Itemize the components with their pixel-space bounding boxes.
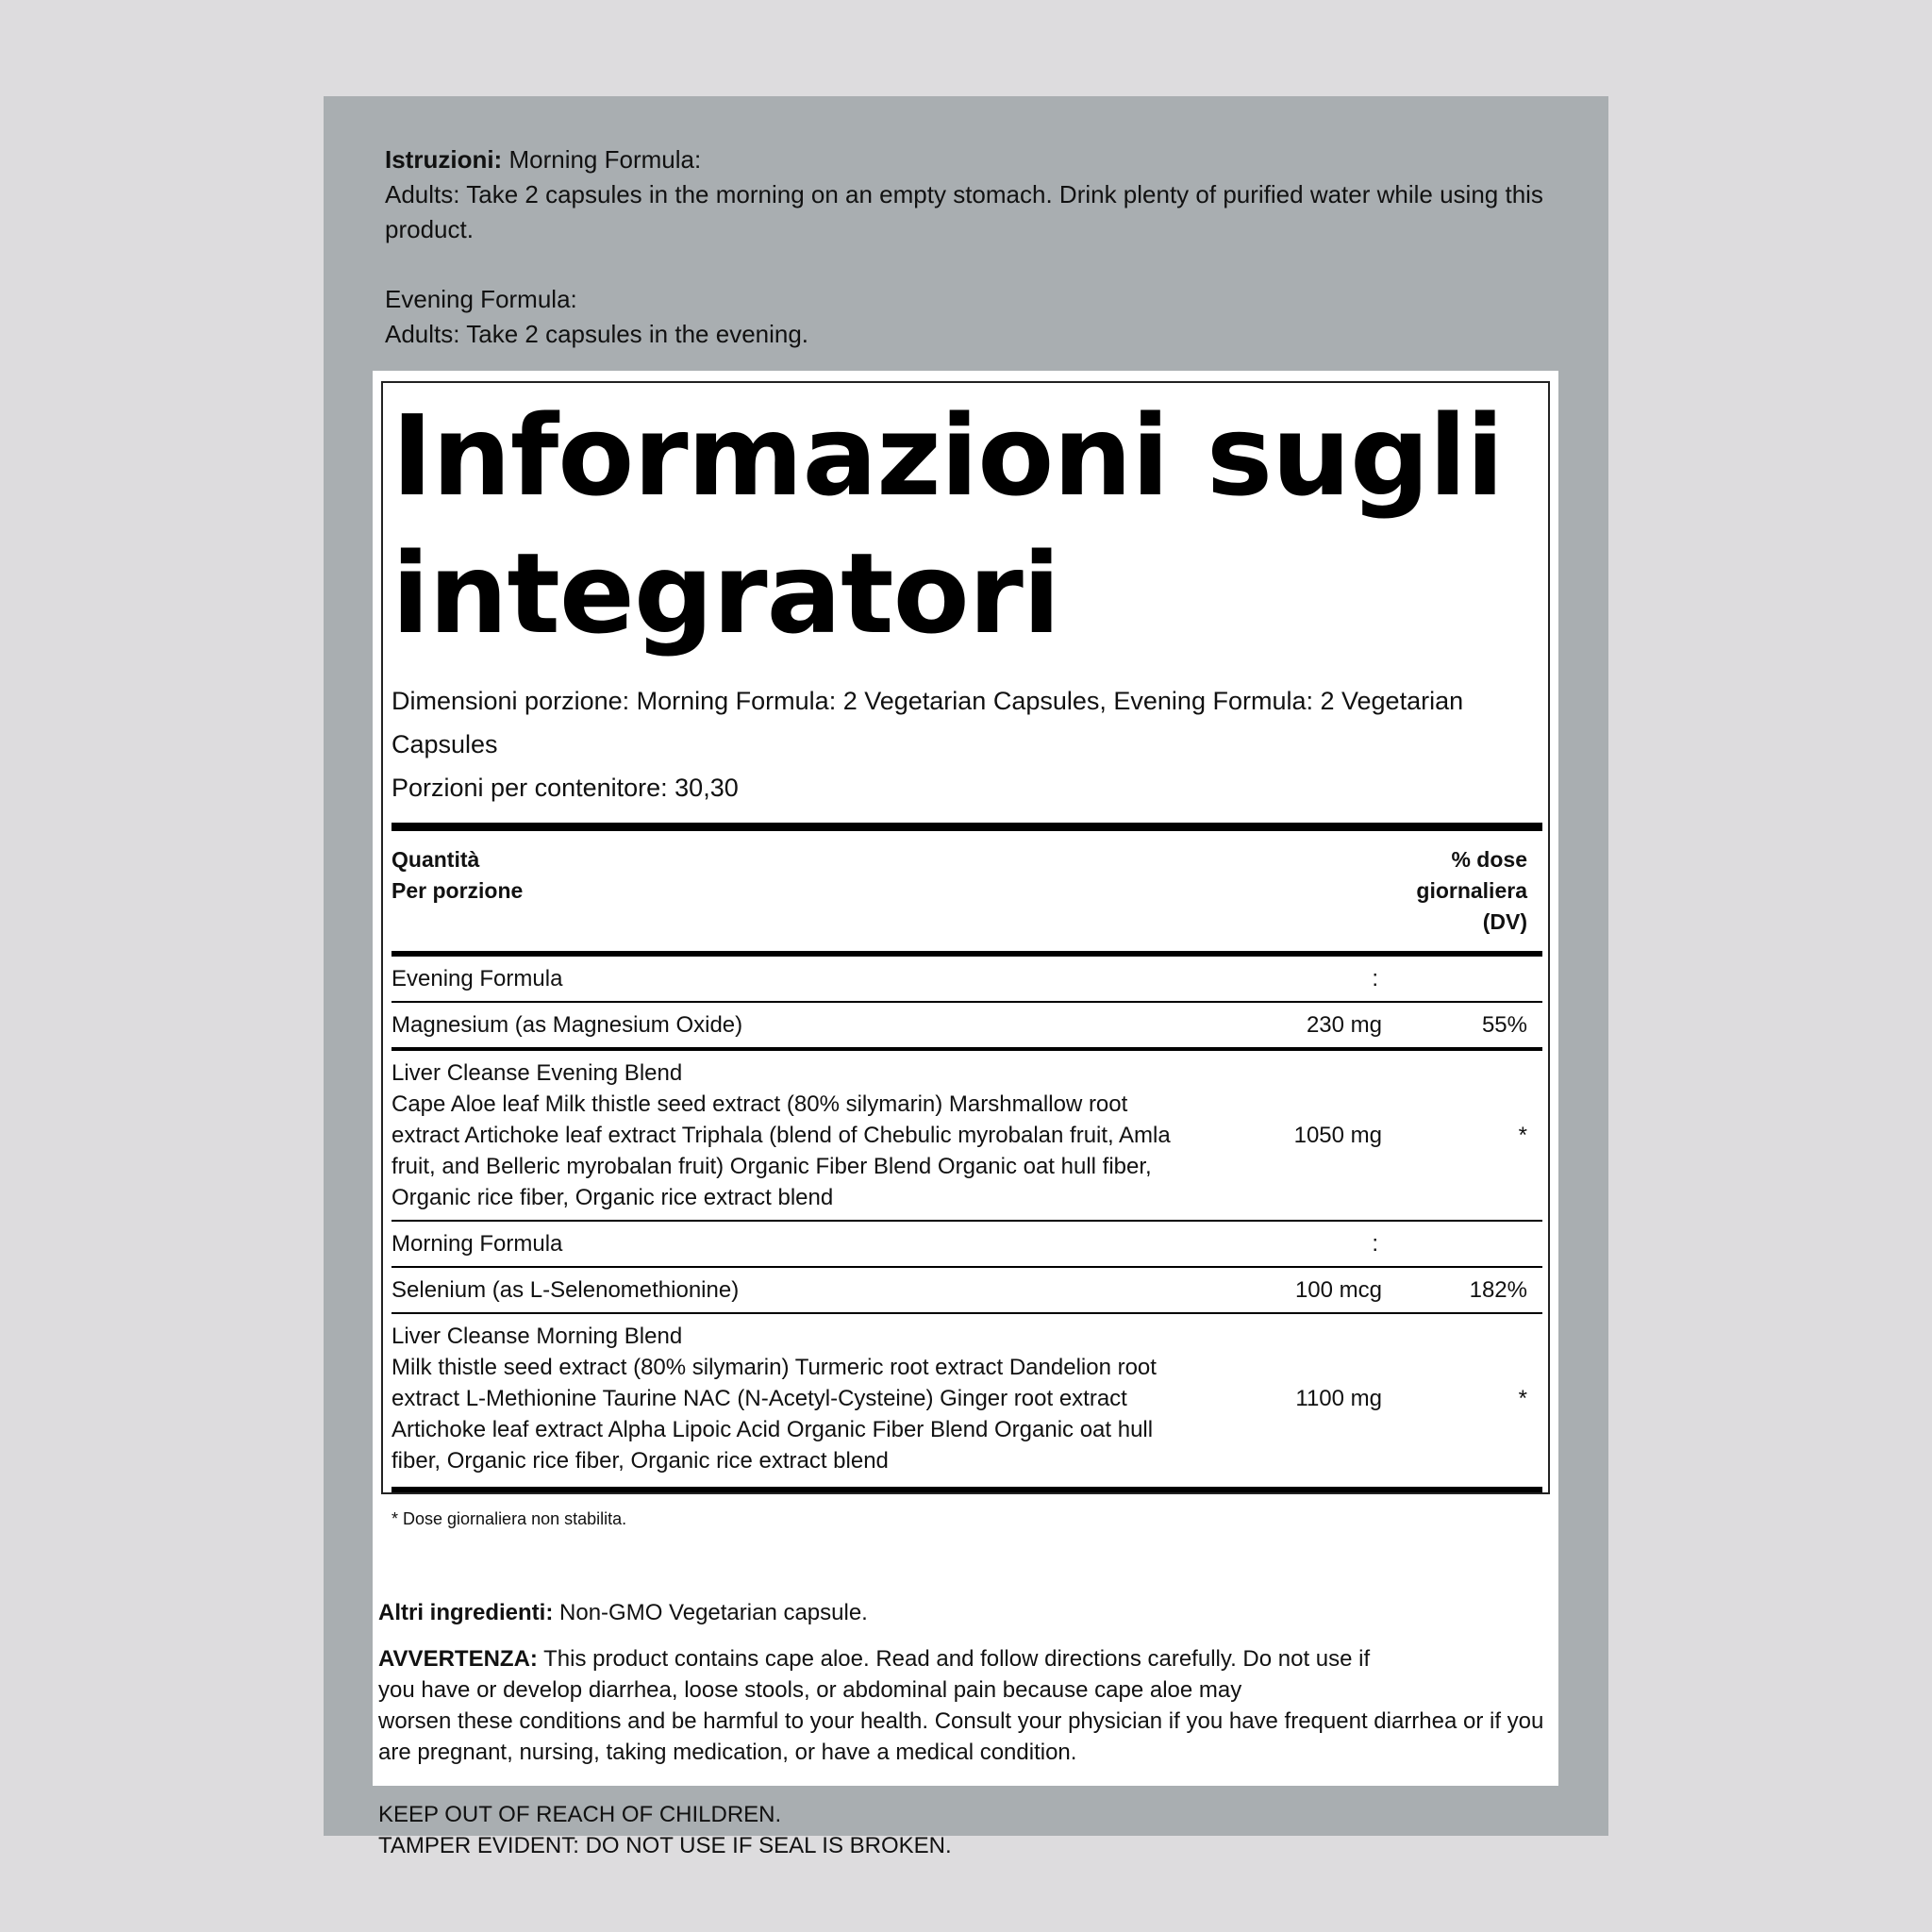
- dv-footnote: * Dose giornaliera non stabilita.: [391, 1509, 627, 1528]
- blend-cell: [391, 1314, 1174, 1483]
- table-row: [391, 1222, 1542, 1266]
- instructions-label: Istruzioni:: [385, 145, 503, 174]
- column-headers: [391, 831, 1542, 951]
- nutrient-amount: 1050 mg: [1293, 1123, 1382, 1148]
- dv-header-line1: % dose: [1451, 847, 1527, 872]
- keep-out-notice: KEEP OUT OF REACH OF CHILDREN.: [378, 1802, 782, 1827]
- blend-ingredients: Cape Aloe leaf Milk thistle seed extract (80% silymarin) Marshmallow root extract Artichoke leaf extract Triphala (blend of Chebulic myrobalan fruit, Amla fruit, and Belleric myrobalan fruit) Organic Fiber Blend Organic oat hull fiber, Organic rice fiber, Organic rice extract blend: [391, 1091, 1171, 1210]
- below-facts-text: [378, 1597, 1553, 1861]
- table-row: [391, 1314, 1542, 1483]
- amount-header-line1: Quantità: [391, 847, 480, 872]
- warning-label: AVVERTENZA:: [378, 1646, 538, 1672]
- nutrient-amount: 1100 mg: [1295, 1386, 1382, 1411]
- serving-size: Dimensioni porzione: Morning Formula: 2 Vegetarian Capsules, Evening Formula: 2 Vegetarian Capsules: [391, 687, 1464, 758]
- morning-instructions-text: Adults: Take 2 capsules in the morning on an empty stomach. Drink plenty of purified water while using this product.: [385, 180, 1543, 243]
- nutrient-name: Evening Formula: [391, 966, 563, 991]
- nutrient-dv: 55%: [1481, 1012, 1527, 1038]
- table-row: [391, 957, 1542, 1001]
- tamper-notice: TAMPER EVIDENT: DO NOT USE IF SEAL IS BROKEN.: [378, 1833, 952, 1858]
- white-label-area: [373, 371, 1558, 1858]
- other-ingredients-text: Non-GMO Vegetarian capsule.: [559, 1600, 868, 1625]
- dv-header-line3: (DV): [1482, 909, 1527, 934]
- morning-instructions-title: [385, 142, 1592, 177]
- table-row: [391, 1268, 1542, 1312]
- blend-name: Liver Cleanse Evening Blend: [391, 1060, 683, 1086]
- nutrient-dv: *: [1518, 1386, 1527, 1411]
- amount-header-line2: Per porzione: [391, 878, 524, 903]
- nutrient-amount: 230 mg: [1306, 1012, 1382, 1038]
- warning-line2: you have or develop diarrhea, loose stools, or abdominal pain because cape aloe may: [378, 1677, 1242, 1703]
- label-panel: [324, 96, 1608, 1858]
- table-row: [391, 1003, 1542, 1047]
- dv-header-line2: giornaliera: [1416, 878, 1527, 903]
- nutrient-dv: 182%: [1469, 1277, 1527, 1303]
- nutrient-name: Selenium (as L-Selenomethionine): [391, 1277, 740, 1303]
- blend-name: Liver Cleanse Morning Blend: [391, 1324, 683, 1349]
- dv-header: [1416, 844, 1527, 938]
- warning-text-1: This product contains cape aloe. Read and follow directions carefully. Do not use if: [543, 1646, 1371, 1672]
- nutrient-amount: :: [1372, 1231, 1378, 1257]
- morning-formula-heading: Morning Formula:: [508, 145, 702, 174]
- nutrient-amount: :: [1372, 966, 1378, 991]
- other-ingredients-label: Altri ingredienti:: [378, 1600, 554, 1625]
- nutrient-dv: *: [1518, 1123, 1527, 1148]
- warning-line1: [378, 1643, 1553, 1674]
- instructions-block: [385, 142, 1592, 352]
- servings-per-container: Porzioni per contenitore: 30,30: [391, 774, 739, 802]
- divider-thick: [391, 823, 1542, 831]
- facts-title: Informazioni sugli integratori: [391, 391, 1504, 658]
- supplement-facts-box: [381, 381, 1550, 1528]
- warning-line3: worsen these conditions and be harmful to your health. Consult your physician if you have frequent diarrhea or if you are pregnant, nursing, taking medication, or have a medical condition.: [378, 1708, 1544, 1765]
- spacer: [378, 1768, 1553, 1799]
- table-row: [391, 1051, 1542, 1220]
- other-ingredients: [378, 1597, 1553, 1628]
- evening-formula-heading: Evening Formula:: [385, 285, 577, 313]
- blend-cell: [391, 1051, 1174, 1220]
- nutrient-amount: 100 mcg: [1294, 1277, 1382, 1303]
- amount-header: [391, 844, 523, 938]
- evening-instructions-text: Adults: Take 2 capsules in the evening.: [385, 320, 809, 348]
- blend-ingredients: Milk thistle seed extract (80% silymarin) Turmeric root extract Dandelion root extract L-Methionine Taurine NAC (N-Acetyl-Cysteine) Ginger root extract Artichoke leaf extract Alpha Lipoic Acid Organic Fiber Blend Organic oat hull fiber, Organic rice fiber, Organic rice extract blend: [391, 1355, 1157, 1474]
- nutrient-name: Magnesium (as Magnesium Oxide): [391, 1012, 743, 1038]
- nutrient-name: Morning Formula: [391, 1231, 563, 1257]
